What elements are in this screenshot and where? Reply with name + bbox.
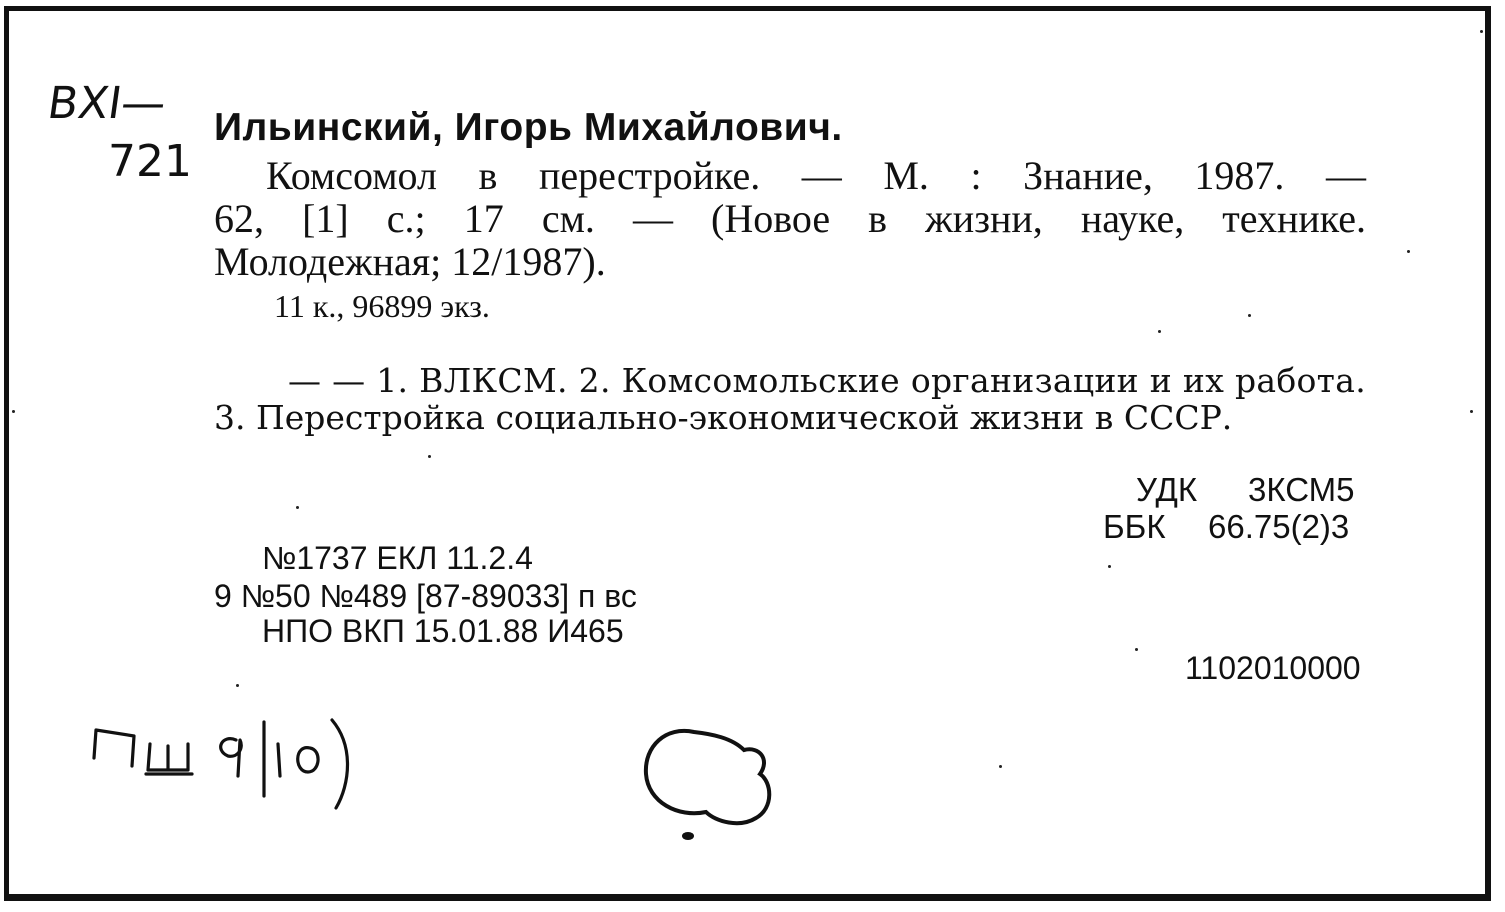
bbk-label: ББК	[1103, 508, 1166, 545]
udk-value: 3КСМ5	[1248, 471, 1355, 508]
price-copies: 11 к., 96899 экз.	[274, 288, 490, 324]
product-code: 1102010000	[1185, 650, 1361, 686]
subjects-line1: — — 1. ВЛКСМ. 2. Комсомольские организации и их работа.	[288, 361, 1366, 400]
speckle	[236, 684, 239, 687]
record-line3: НПО ВКП 15.01.88 И465	[262, 613, 624, 649]
record-line2: 9 №50 №489 [87-89033] п вс	[214, 578, 637, 614]
description-line3: Молодежная; 12/1987).	[214, 239, 606, 284]
author-heading: Ильинский, Игорь Михайлович.	[214, 106, 843, 149]
stamp-mark	[636, 718, 786, 848]
speckle	[1407, 250, 1410, 253]
speckle	[1248, 314, 1251, 317]
subjects-line2: 3. Перестройка социально-экономической жизни в СССР.	[214, 398, 1233, 437]
speckle	[999, 765, 1002, 768]
handwritten-note	[88, 700, 378, 820]
description-line1: Комсомол в перестройке. — М. : Знание, 1987. —	[266, 153, 1366, 198]
speckle	[1480, 30, 1483, 33]
call-number-line2: 721	[108, 136, 192, 187]
speckle	[1108, 565, 1111, 568]
speckle	[12, 410, 15, 413]
bbk-value: 66.75(2)3	[1208, 508, 1350, 545]
speckle	[1158, 330, 1161, 333]
speckle	[1470, 410, 1473, 413]
call-number-line1: BXI—	[44, 78, 169, 129]
udk-label: УДК	[1136, 471, 1198, 508]
description-line2: 62, [1] с.; 17 см. — (Новое в жизни, науке, технике.	[214, 196, 1366, 241]
speckle	[428, 455, 431, 458]
record-line1: №1737 ЕКЛ 11.2.4	[262, 540, 533, 576]
speckle	[1135, 648, 1138, 651]
speckle	[296, 506, 299, 509]
